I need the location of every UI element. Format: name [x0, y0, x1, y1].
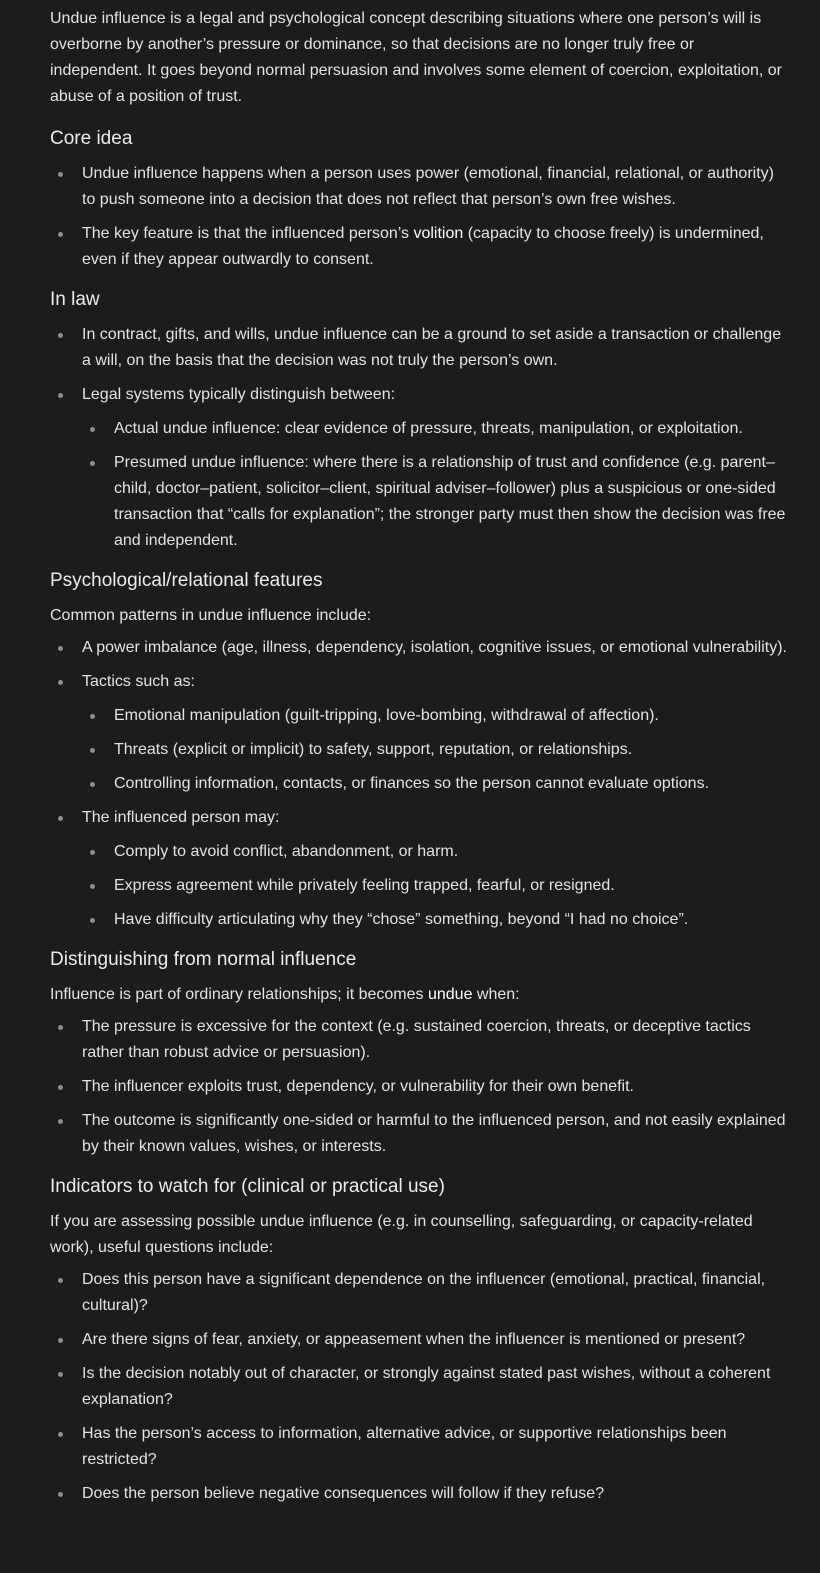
- intro-paragraph: Undue influence is a legal and psychological concept describing situations where one person’s will is overborne by another’s pressure or dominance, so that decisions are no longer truly free or independent. It goes beyond normal persuasion and involves some element of coercion, exploitation, or abuse of a position of trust.: [50, 10, 783, 105]
- list-item-label: Tactics such as:: [82, 673, 195, 690]
- list-item: [50, 805, 790, 933]
- list-item: [50, 669, 790, 797]
- text-run: when:: [472, 986, 520, 1003]
- list-item-label: The influenced person may:: [82, 809, 280, 826]
- responses-sublist: [82, 839, 790, 933]
- section-heading-core-idea: Core idea: [50, 128, 133, 149]
- psychological-list: [50, 635, 790, 933]
- list-item: Is the decision notably out of character, or strongly against stated past wishes, without a coherent explanation?: [50, 1361, 790, 1413]
- text-run: The key feature is that the influenced person’s: [82, 225, 414, 242]
- distinguishing-list: [50, 1014, 790, 1160]
- list-item-label: Legal systems typically distinguish between:: [82, 386, 396, 403]
- text-run: Influence is part of ordinary relationships; it becomes: [50, 986, 428, 1003]
- list-item: In contract, gifts, and wills, undue influence can be a ground to set aside a transaction or challenge a will, on the basis that the decision was not truly the person’s own.: [50, 322, 790, 374]
- list-item: [50, 221, 790, 273]
- list-item: Has the person’s access to information, alternative advice, or supportive relationships been restricted?: [50, 1421, 790, 1473]
- section-lead: If you are assessing possible undue influence (e.g. in counselling, safeguarding, or capacity-related work), useful questions include:: [50, 1213, 753, 1256]
- in-law-list: [50, 322, 790, 554]
- section-heading-psychological: Psychological/relational features: [50, 570, 323, 591]
- sublist-item: Actual undue influence: clear evidence of pressure, threats, manipulation, or exploitation.: [82, 416, 790, 442]
- list-item: Does the person believe negative consequences will follow if they refuse?: [50, 1481, 790, 1507]
- core-idea-list: [50, 161, 790, 273]
- sublist-item: Have difficulty articulating why they “chose” something, beyond “I had no choice”.: [82, 907, 790, 933]
- section-lead: [50, 982, 790, 1008]
- in-law-sublist: [82, 416, 790, 554]
- sublist-item: Comply to avoid conflict, abandonment, or harm.: [82, 839, 790, 865]
- tactics-sublist: [82, 703, 790, 797]
- list-item: Undue influence happens when a person uses power (emotional, financial, relational, or authority) to push someone into a decision that does not reflect that person’s own free wishes.: [50, 161, 790, 213]
- section-heading-distinguishing: Distinguishing from normal influence: [50, 949, 357, 970]
- list-item: [50, 382, 790, 554]
- section-heading-in-law: In law: [50, 289, 100, 310]
- emphasis-undue: undue: [427, 986, 473, 1003]
- list-item: Does this person have a significant dependence on the influencer (emotional, practical, financial, cultural)?: [50, 1267, 790, 1319]
- list-item: Are there signs of fear, anxiety, or appeasement when the influencer is mentioned or present?: [50, 1327, 790, 1353]
- list-item: A power imbalance (age, illness, dependency, isolation, cognitive issues, or emotional vulnerability).: [50, 635, 790, 661]
- sublist-item: Controlling information, contacts, or finances so the person cannot evaluate options.: [82, 771, 790, 797]
- section-heading-indicators: Indicators to watch for (clinical or practical use): [50, 1176, 445, 1197]
- sublist-item: Presumed undue influence: where there is a relationship of trust and confidence (e.g. parent–child, doctor–patient, solicitor–client, spiritual adviser–follower) plus a suspicious or one-sided transaction that “calls for explanation”; the stronger party must then show the decision was free and independent.: [82, 450, 790, 554]
- sublist-item: Express agreement while privately feeling trapped, fearful, or resigned.: [82, 873, 790, 899]
- sublist-item: Emotional manipulation (guilt-tripping, love-bombing, withdrawal of affection).: [82, 703, 790, 729]
- list-item: The outcome is significantly one-sided or harmful to the influenced person, and not easily explained by their known values, wishes, or interests.: [50, 1108, 790, 1160]
- text-run: (capacity to choose freely) is undermined, even if they appear outwardly to consent.: [82, 225, 764, 268]
- emphasis-volition: volition: [413, 225, 464, 242]
- list-item: The influencer exploits trust, dependency, or vulnerability for their own benefit.: [50, 1074, 790, 1100]
- section-lead: Common patterns in undue influence include:: [50, 607, 372, 624]
- sublist-item: Threats (explicit or implicit) to safety, support, reputation, or relationships.: [82, 737, 790, 763]
- indicators-list: [50, 1267, 790, 1507]
- list-item: The pressure is excessive for the context (e.g. sustained coercion, threats, or deceptive tactics rather than robust advice or persuasion).: [50, 1014, 790, 1066]
